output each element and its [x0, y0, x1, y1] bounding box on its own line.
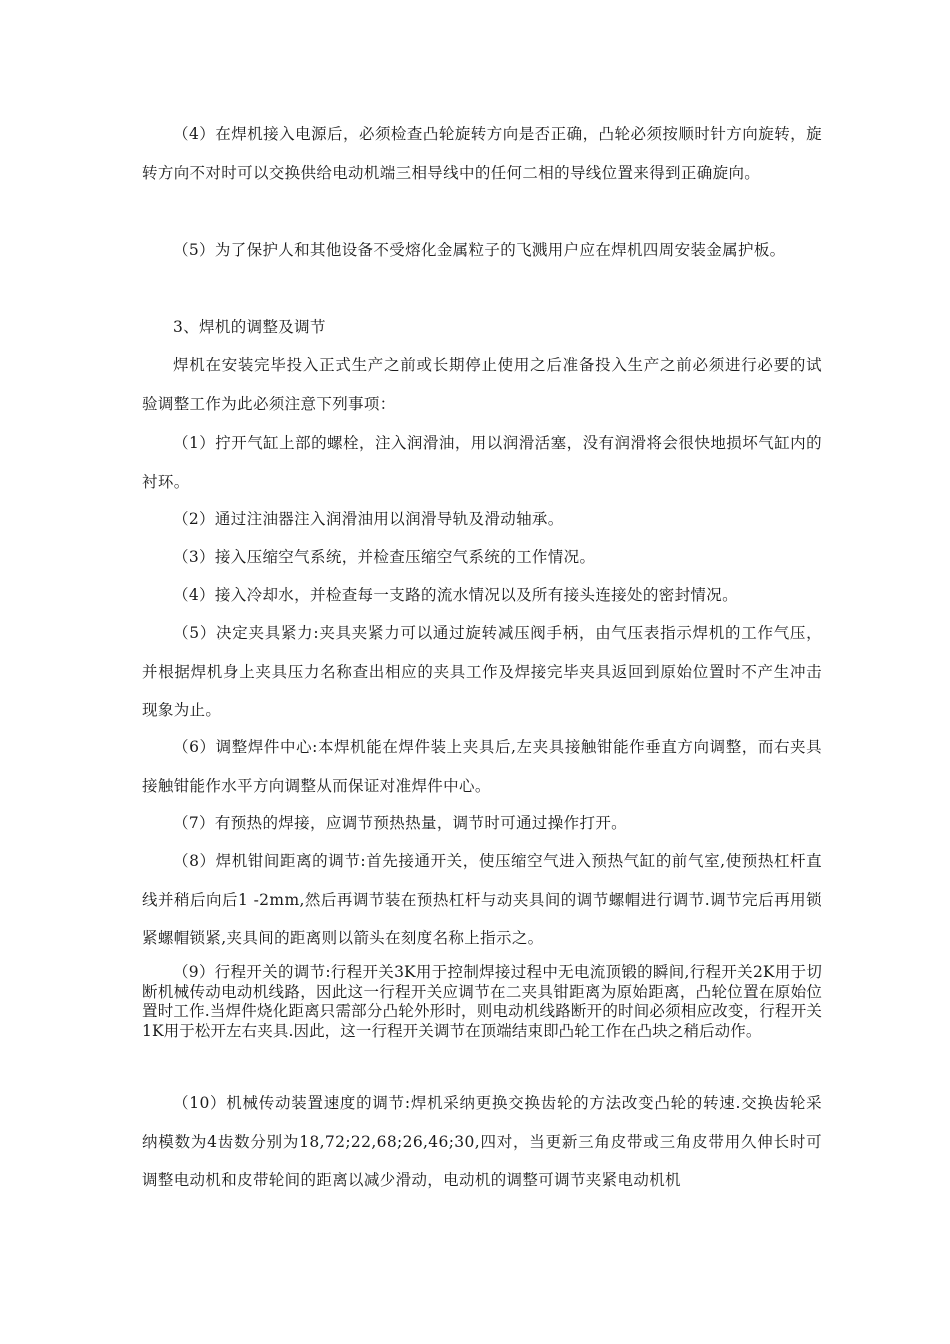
paragraph-step-8-jaw-distance: （8）焊机钳间距离的调节:首先接通开关，使压缩空气进入预热气缸的前气室,使预热杠杆直线并稍后向后1 -2mm,然后再调节装在预热杠杆与动夹具间的调节螺帽进行调节.调节完后再用锁紧螺帽锁紧,夹具间的距离则以箭头在刻度名称上指示之。 — [142, 852, 822, 947]
section-heading-adjustment: 3、焊机的调整及调节 — [173, 318, 326, 336]
paragraph-item-5-protective-plates: （5）为了保护人和其他设备不受熔化金属粒子的飞溅用户应在焊机四周安装金属护板。 — [173, 241, 786, 259]
paragraph-step-3-compressed-air: （3）接入压缩空气系统，并检查压缩空气系统的工作情况。 — [173, 548, 596, 566]
paragraph-step-2-oiler: （2）通过注油器注入润滑油用以润滑导轨及滑动轴承。 — [173, 510, 564, 528]
paragraph-step-5-clamp-force: （5）决定夹具紧力:夹具夹紧力可以通过旋转减压阀手柄，由气压表指示焊机的工作气压，并根据焊机身上夹具压力名称查出相应的夹具工作及焊接完毕夹具返回到原始位置时不产生冲击现象为止。 — [142, 624, 822, 719]
paragraph-step-1-lubricate-cylinder: （1）拧开气缸上部的螺栓，注入润滑油，用以润滑活塞，没有润滑将会很快地损坏气缸内的衬环。 — [142, 434, 822, 491]
paragraph-item-4-motor-direction: （4）在焊机接入电源后，必须检查凸轮旋转方向是否正确，凸轮必须按顺时针方向旋转，旋转方向不对时可以交换供给电动机端三相导线中的任何二相的导线位置来得到正确旋向。 — [142, 125, 822, 182]
paragraph-intro-adjustment: 焊机在安装完毕投入正式生产之前或长期停止使用之后准备投入生产之前必须进行必要的试验调整工作为此必须注意下列事项： — [142, 356, 822, 413]
paragraph-step-4-cooling-water: （4）接入冷却水，并检查每一支路的流水情况以及所有接头连接处的密封情况。 — [173, 586, 738, 604]
paragraph-step-9-limit-switch: （9）行程开关的调节:行程开关3K用于控制焊接过程中无电流顶锻的瞬间,行程开关2K用于切断机械传动电动机线路，因此这一行程开关应调节在二夹具钳距离为原始距离，凸轮位置在原始位置时工作.当焊件烧化距离只需部分凸轮外形时，则电动机线路断开的时间必须相应改变，行程开关1K用于松开左右夹具.因此，这一行程开关调节在顶端结束即凸轮工作在凸块之稍后动作。 — [142, 963, 822, 1040]
paragraph-step-10-drive-speed: （10）机械传动装置速度的调节:焊机采纳更换交换齿轮的方法改变凸轮的转速.交换齿轮采纳模数为4齿数分别为18,72;22,68;26,46;30,四对，当更新三角皮带或三角皮带用久伸长时可调整电动机和皮带轮间的距离以减少滑动，电动机的调整可调节夹紧电动机机 — [142, 1094, 822, 1189]
paragraph-step-6-workpiece-center: （6）调整焊件中心:本焊机能在焊件装上夹具后,左夹具接触钳能作垂直方向调整，而右夹具接触钳能作水平方向调整从而保证对准焊件中心。 — [142, 738, 822, 795]
paragraph-step-7-preheat: （7）有预热的焊接，应调节预热热量，调节时可通过操作打开。 — [173, 814, 628, 832]
